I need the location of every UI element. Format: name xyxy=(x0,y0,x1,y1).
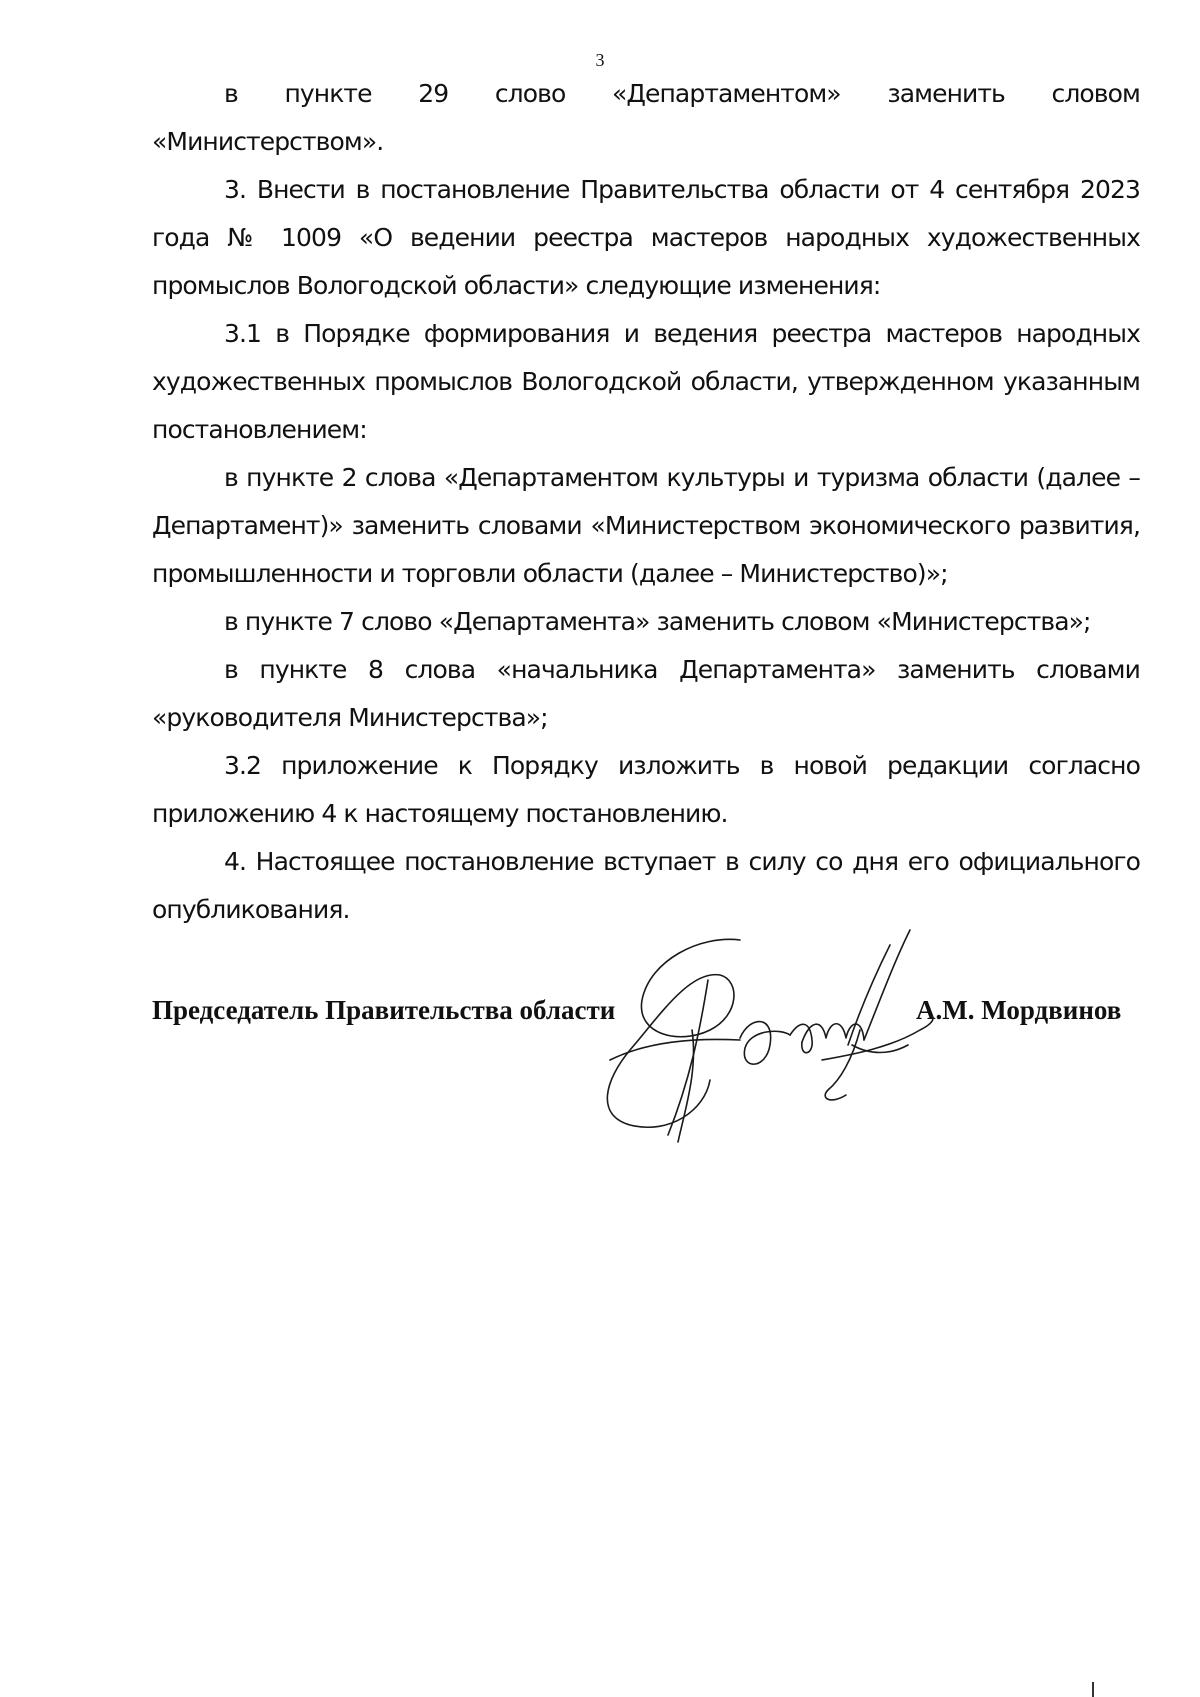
paragraph-section-3-2: 3.2 приложение к Порядку изложить в новой редакции согласно приложению 4 к настоящему постановлению. xyxy=(152,751,1140,828)
paragraph-section-3: 3. Внести в постановление Правительства области от 4 сентября 2023 года № 1009 «О ведении реестра мастеров народных художественных промыслов Вологодской области» следующие изменения: xyxy=(152,175,1140,300)
paragraph-section-4: 4. Настоящее постановление вступает в силу со дня его официального опубликования. xyxy=(152,847,1140,924)
paragraph-item-2-change: в пункте 2 слова «Департаментом культуры и туризма области (далее – Департамент)» заменить словами «Министерством экономического развития, промышленности и торговли области (далее – Министерство)»; xyxy=(152,463,1140,588)
paragraph-section-3-1: 3.1 в Порядке формирования и ведения реестра мастеров народных художественных промыслов Вологодской области, утвержденном указанным постановлением: xyxy=(152,319,1140,444)
document-body xyxy=(152,70,1140,934)
signer-name: А.М. Мордвинов xyxy=(916,995,1122,1025)
paragraph-item-29-change: в пункте 29 слово «Департаментом» заменить словом «Министерством». xyxy=(152,79,1140,156)
signer-position: Председатель Правительства области xyxy=(152,995,616,1025)
paragraph-item-7-change: в пункте 7 слово «Департамента» заменить словом «Министерства»; xyxy=(224,607,1091,636)
handwritten-signature xyxy=(590,920,950,1150)
scan-margin-mark xyxy=(1092,1682,1094,1697)
paragraph-item-8-change: в пункте 8 слова «начальника Департамента» заменить словами «руководителя Министерства»; xyxy=(152,655,1140,732)
page-number: 3 xyxy=(595,50,605,70)
